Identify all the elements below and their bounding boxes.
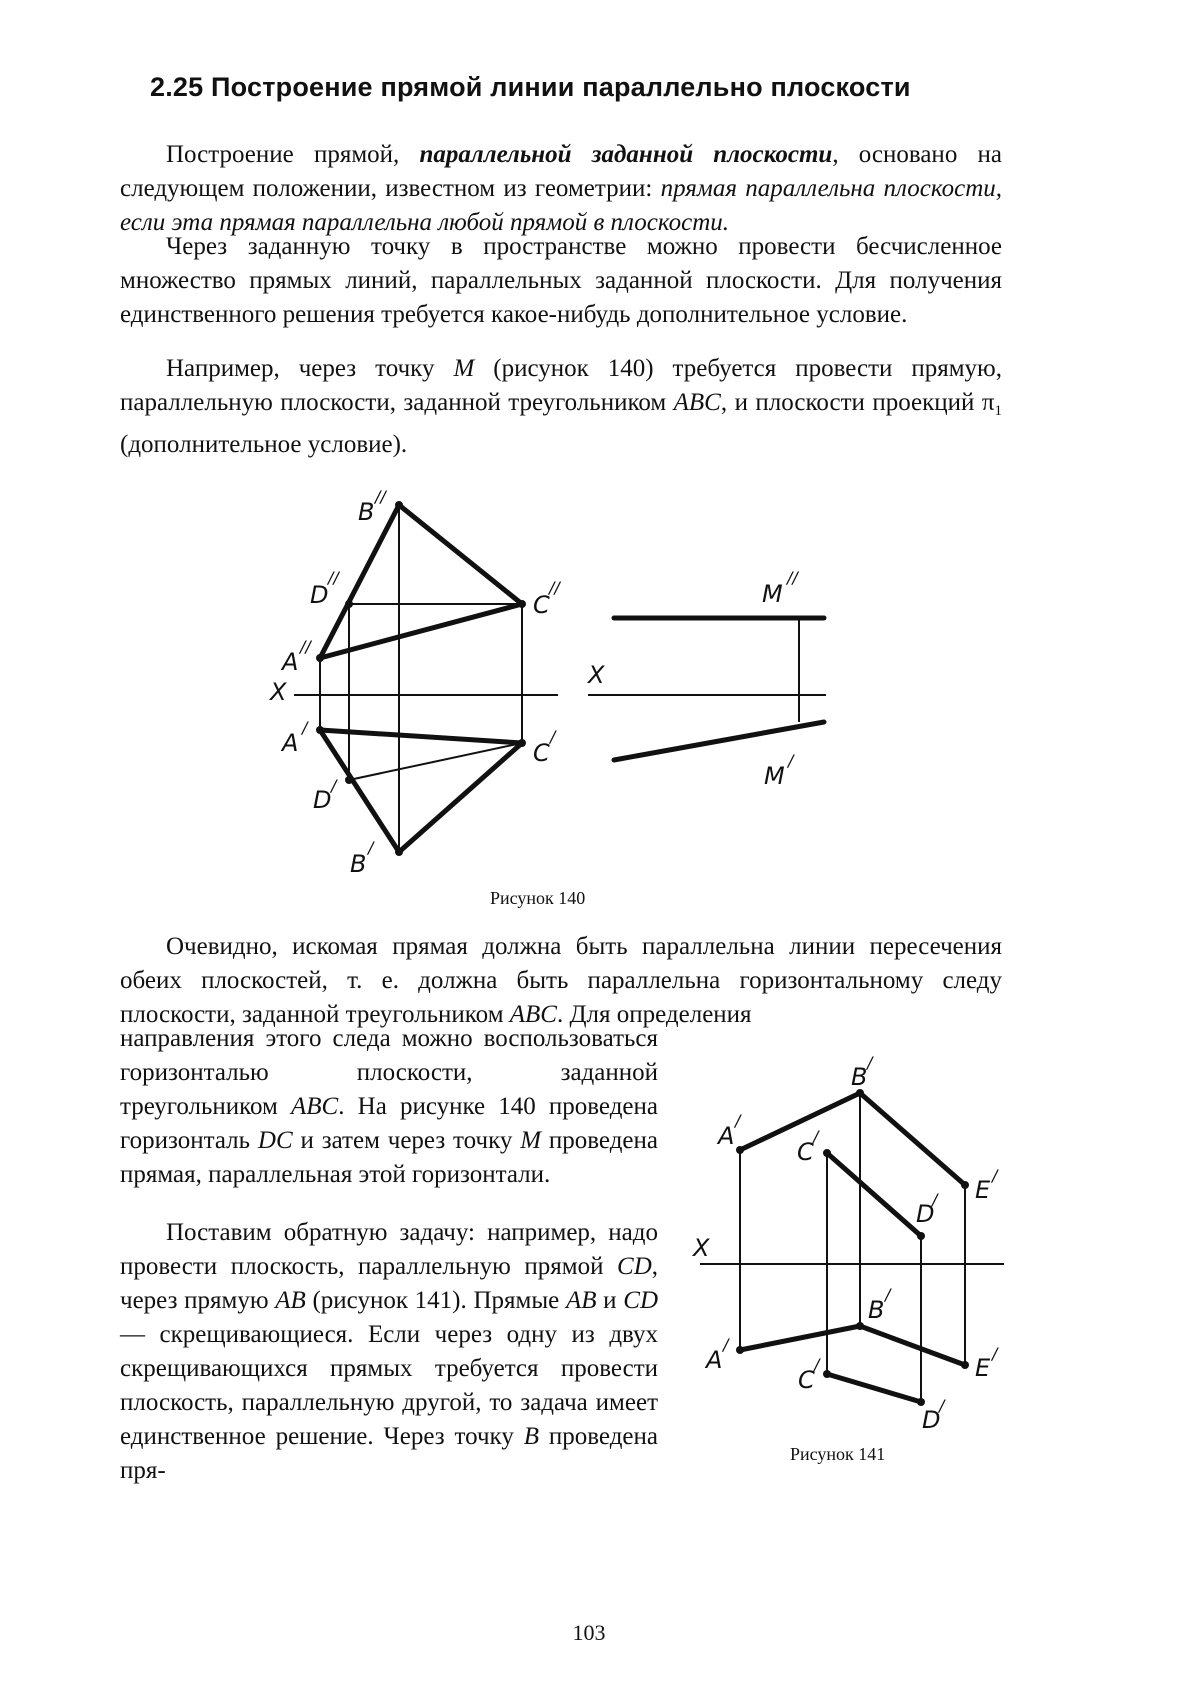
fig141-label-b2: B bbox=[851, 1063, 868, 1091]
fig141-point-c2 bbox=[823, 1149, 831, 1157]
para6-line-ab-2: AB bbox=[565, 1287, 597, 1314]
fig140-mark-c2: // bbox=[549, 578, 560, 597]
fig140-mark-m1: / bbox=[788, 751, 794, 770]
para1-term: параллельной заданной плоскости bbox=[419, 141, 833, 168]
para6-text-3: (рисунок 141). Прямые bbox=[305, 1287, 566, 1314]
para5-text-2: . На рисунке 140 проведена горизонталь bbox=[120, 1093, 658, 1154]
fig140-label-a1: A bbox=[282, 729, 299, 757]
para6-text-1: Поставим обратную задачу: например, надо провести плоскость, параллельную прямой bbox=[120, 1219, 658, 1280]
fig140-label-x-right: X bbox=[588, 661, 605, 689]
para5-point-m: M bbox=[520, 1127, 542, 1154]
fig141-edge-c1-d1 bbox=[827, 1374, 921, 1402]
para3-text-2: (рисунок 140) требуется провести прямую, параллельную плоскости, заданной треугольником bbox=[120, 355, 1002, 416]
fig140-mark-d1: / bbox=[331, 776, 337, 795]
fig140-label-b2: B bbox=[358, 498, 375, 526]
fig140-mark-a1: / bbox=[302, 718, 308, 737]
fig141-mark-e2: / bbox=[992, 1166, 998, 1185]
fig141-label-b1: B bbox=[868, 1296, 885, 1324]
para6-line-cd: CD bbox=[617, 1253, 652, 1280]
para4-triangle-abc: ABC bbox=[509, 1001, 557, 1028]
figure-140-caption: Рисунок 140 bbox=[490, 888, 586, 908]
para6-line-cd-2: CD bbox=[623, 1287, 658, 1314]
fig141-mark-a1: / bbox=[723, 1335, 729, 1354]
fig141-mark-b1: / bbox=[885, 1285, 891, 1304]
fig141-point-d1 bbox=[917, 1398, 925, 1406]
para3-subscript: 1 bbox=[994, 403, 1002, 419]
para5-text-1: направления этого следа можно воспользоваться горизонталью плоскости, заданной треугольником bbox=[120, 1025, 658, 1120]
page-number: 103 bbox=[572, 1620, 606, 1645]
fig141-point-c1 bbox=[823, 1370, 831, 1378]
fig141-point-a2 bbox=[736, 1146, 744, 1154]
para6-point-b: B bbox=[523, 1423, 539, 1450]
fig141-mark-c2: / bbox=[813, 1127, 819, 1146]
fig141-label-c2: C bbox=[797, 1138, 814, 1166]
para6-line-ab: AB bbox=[275, 1287, 306, 1314]
fig141-drawing bbox=[700, 1089, 1004, 1406]
fig140-label-m1: M bbox=[764, 762, 785, 790]
para5-line-dc: DC bbox=[257, 1127, 293, 1154]
fig141-edge-a1-b1 bbox=[740, 1326, 860, 1350]
fig141-point-e2 bbox=[961, 1181, 969, 1189]
fig141-edge-b1-e1 bbox=[860, 1326, 965, 1365]
para6-text-4: и bbox=[596, 1287, 624, 1314]
fig141-point-e1 bbox=[961, 1361, 969, 1369]
fig141-label-d1: D bbox=[922, 1406, 941, 1434]
para3-text-3: , и плоскости проекций π bbox=[720, 389, 995, 416]
para1-text-2: , основано на следующем положении, известном из геометрии: bbox=[120, 141, 1002, 202]
para5-text-3: и затем через точку bbox=[292, 1127, 521, 1154]
figure-141-caption: Рисунок 141 bbox=[790, 1444, 886, 1464]
fig140-label-b1: B bbox=[350, 850, 367, 878]
fig141-label-e1: E bbox=[975, 1354, 991, 1382]
fig140-label-c2: C bbox=[533, 591, 550, 619]
fig141-point-d2 bbox=[917, 1232, 925, 1240]
fig140-mark-b2: // bbox=[375, 487, 386, 506]
fig141-mark-a2: / bbox=[735, 1111, 741, 1130]
fig141-label-d2: D bbox=[916, 1200, 935, 1228]
fig140-label-d1: D bbox=[313, 786, 332, 814]
fig141-label-a1: A bbox=[706, 1346, 723, 1374]
fig140-label-c1: C bbox=[533, 739, 550, 767]
para6-text-5: — скрещивающиеся. Если через одну из двух скрещивающихся прямых требуется провести плоскость, параллельную другой, то задача имеет единственное решение. Через точку bbox=[120, 1321, 658, 1450]
fig141-mark-b2: / bbox=[867, 1053, 873, 1072]
fig141-label-c1: C bbox=[798, 1366, 815, 1394]
fig140-mark-c1: / bbox=[550, 727, 556, 746]
fig141-label-e2: E bbox=[975, 1176, 991, 1204]
fig141-mark-d2: / bbox=[932, 1190, 938, 1209]
para5-text-4: проведена прямая, параллельная этой горизонтали. bbox=[120, 1127, 658, 1188]
fig140-mark-b1: / bbox=[368, 838, 374, 857]
para1-theorem: прямая параллельна плоскости, если эта прямая параллельна любой прямой в плоскости. bbox=[120, 175, 1002, 236]
fig140-mark-d2: // bbox=[328, 568, 339, 587]
para1-text-1: Построение прямой, bbox=[166, 141, 420, 168]
para6-text-6: проведена пря- bbox=[120, 1423, 658, 1484]
fig140-label-m2: M bbox=[762, 580, 783, 608]
fig140-label-a2: A bbox=[282, 648, 299, 676]
fig141-point-a1 bbox=[736, 1346, 744, 1354]
fig141-edge-c2-d2 bbox=[827, 1153, 921, 1236]
section-heading: 2.25 Построение прямой линии параллельно плоскости bbox=[150, 72, 911, 102]
fig141-mark-e1: / bbox=[992, 1344, 998, 1363]
fig141-label-a2: A bbox=[718, 1122, 735, 1150]
fig141-mark-c1: / bbox=[814, 1355, 820, 1374]
fig140-label-d2: D bbox=[310, 581, 329, 609]
para3-text-1: Например, через точку bbox=[166, 355, 454, 382]
fig140-label-x: X bbox=[270, 678, 287, 706]
para5-triangle-abc: ABC bbox=[291, 1093, 339, 1120]
para3-point-m: M bbox=[453, 355, 475, 382]
fig141-edge-b2-e2 bbox=[860, 1093, 965, 1185]
fig140-mark-a2: // bbox=[300, 637, 311, 656]
para3-text-4: (дополнительное условие). bbox=[120, 431, 408, 458]
fig141-mark-d1: / bbox=[939, 1396, 945, 1415]
fig141-point-b1 bbox=[856, 1322, 864, 1330]
para4-text-2: . Для определения bbox=[556, 1001, 752, 1028]
fig140-mark-m2: // bbox=[787, 568, 798, 587]
para4-text-1: Очевидно, искомая прямая должна быть параллельна линии пересечения обеих плоскостей, т. е. должна быть параллельна горизонтальному следу плоскости, заданной треугольником bbox=[120, 933, 1002, 1028]
para2-text: Через заданную точку в пространстве можно провести бесчисленное множество прямых линий, параллельных заданной плоскости. Для получения единственного решения требуется какое-нибудь дополнительное условие. bbox=[120, 233, 1002, 328]
fig141-label-x: X bbox=[693, 1234, 710, 1262]
para3-triangle-abc: ABC bbox=[673, 389, 721, 416]
para6-text-2: , через прямую bbox=[120, 1253, 658, 1314]
